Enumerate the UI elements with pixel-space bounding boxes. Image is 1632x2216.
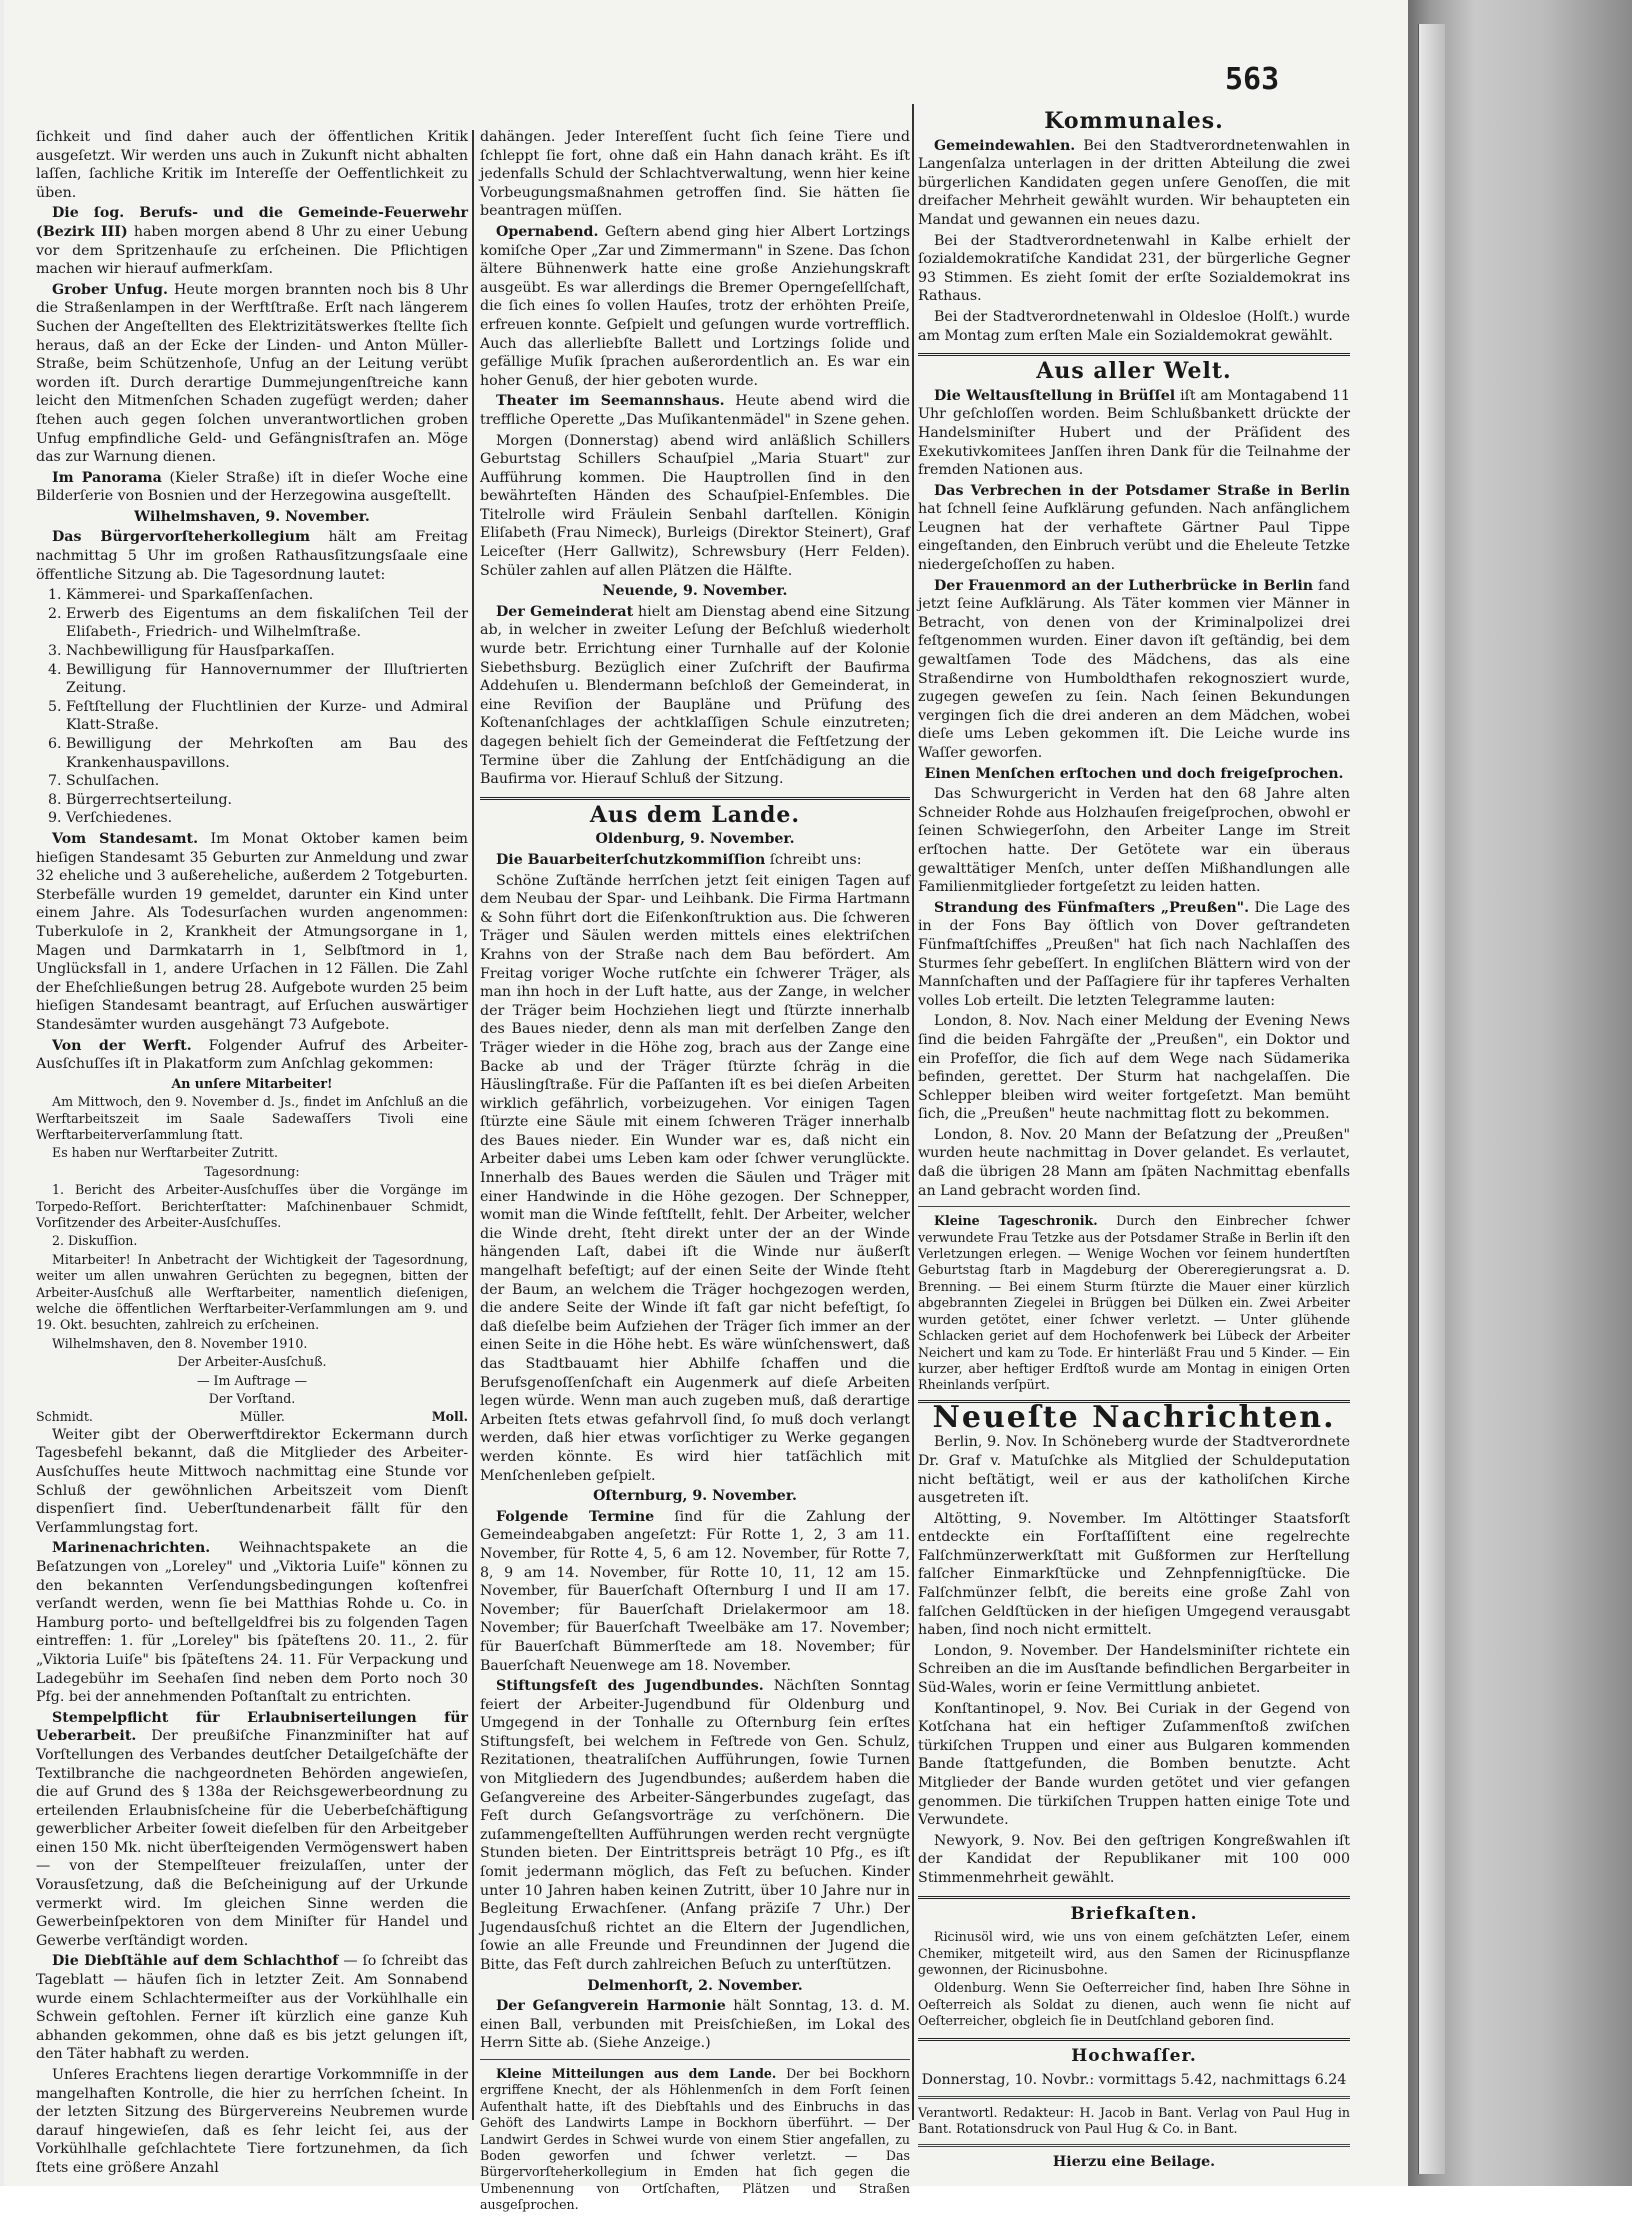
- list-item: 7. Schulſachen.: [66, 772, 468, 791]
- article-text: Schöne Zuſtände herrſchen jetzt ſeit einigen Tagen auf dem Neubau der Spar- und Leihbank. Die Firma Hartmann & Sohn führt dort die Eiſenkonſtruktion aus. Die ſchweren Träger und Säulen werden mittels eines elektriſchen Krahns von der Straße nach dem Bau befördert. Am Freitag voriger Woche rutſchte ein ſchwerer Träger, als man ihn hoch in der Luft hatte, aus der Zange, in welcher der Träger beim Hochziehen liegt und ſtürzte innerhalb des Baues nieder, denn als man mit derſelben Zange den Träger wieder in die Höhe zog, brach aus der Zange eine Backe ab und der Träger ſtürzte ſchräg in die Häuslingſtraße. Für die Paſſanten iſt es bei dieſen Arbeiten wirklich gefährlich, vorbeizugehen. Vor einigen Tagen ſtürzte eine Säule mit einem ſchweren Träger innerhalb des Baues nieder. Ein Wunder war es, daß nicht ein Arbeiter dabei ums Leben kam oder ſchwer verunglückte. Innerhalb des Baues werden die Säulen und Träger mit einer Handwinde in die Höhe gezogen. Der Schnepper, womit man die Winde feſtſtellt, fehlt. Der Arbeiter, welcher die Winde dreht, ſteht direkt unter der an der Winde hängenden Laſt, dabei iſt die Winde nur äußerſt mangelhaft befeſtigt; auf der einen Seite der Winde ſteht der Baum, an welchem die Träger hochgezogen werden, die andere Seite der Winde iſt faſt gar nicht befeſtigt, ſo daß dieſelbe beim Aufziehen der Träger ſich immer an der einen Seite in die Höhe hebt. Es wäre wünſchenswert, daß das Stadtbauamt hier Abhilfe ſchaffen und die Berufsgenoſſenſchaft ein Augenmerk auf dieſe Arbeiten legen würde. Wenn man auch zugeben muß, daß derartige Arbeiten ſtets etwas gefahrvoll ſind, ſo muß doch verlangt werden, daß hier etwas vorſichtiger zu Werke gegangen werden könnte. Es wird hier tatſächlich mit Menſchenleben geſpielt.: [480, 872, 910, 1484]
- article-text: London, 8. Nov. 20 Mann der Beſatzung der „Preußen" wurden heute nachmittag in Dover gelandet. Es verlautet, daß die übrigen 28 Mann am ſpäten Nachmittag ebenfalls an Land gebracht worden ſind.: [918, 1126, 1350, 1199]
- article-text: (Kieler Straße) iſt in dieſer Woche eine Bilderſerie von Bosnien und der Herzegowina ausgeſtellt.: [36, 469, 468, 505]
- article-text: hat ſchnell ſeine Aufklärung gefunden. Nach anfänglichem Leugnen hat der verhaftete Gärtner Paul Tippe eingeſtanden, den Einbruch verübt und die Eheleute Tetzke niedergeſchoſſen zu haben.: [918, 501, 1350, 574]
- dateline: Wilhelmshaven, 9. November.: [134, 508, 370, 525]
- article-text: haben morgen abend 8 Uhr zu einer Uebung vor dem Spritzenhauſe zu erſcheinen. Die Pflichtigen machen wir hierauf aufmerkſam.: [36, 223, 469, 278]
- list-item: 3. Nachbewilligung für Hausſparkaſſen.: [66, 642, 468, 661]
- article-text: Weihnachtspakete an die Beſatzungen von „Loreley" und „Viktoria Luiſe" können zu den bekannten Verſendungsbedingungen koſtenfrei verſandt werden, wenn ſie bei Matthias Rohde u. Co. in Hamburg porto- und beſtellgeldfrei bis zu folgenden Tagen eintreffen: 1. für „Loreley" bis ſpäteſtens 20. 11., 2. für „Viktoria Luiſe" bis ſpäteſtens 24. 11. Für Verpackung und Ladegebühr im Seehaſen ſind neben dem Porto noch 30 Pfg. bei der annehmenden Poſtanſtalt zu entrichten.: [36, 1540, 468, 1706]
- article-text: Bei der Stadtverordnetenwahl in Kalbe erhielt der ſozialdemokratiſche Kandidat 231, der bürgerliche Gegner 93 Stimmen. Es zieht ſomit der erſte Sozialdemokrat ins Rathaus.: [918, 232, 1350, 305]
- article-heading: Das Bürgervorſteherkollegium: [52, 529, 311, 546]
- article-heading: Die ſog. Berufs- und die Gemeinde-Feuerwehr (Bezirk III): [36, 205, 468, 240]
- signature-name: Müller.: [239, 1409, 285, 1425]
- article-text: hielt am Dienstag abend eine Sitzung ab, in welcher in zweiter Leſung der Beſchluß wiederholt wurde betr. Errichtung einer Turnhalle auf der Kolonie Siebethsburg. Bezüglich einer Zuſchrift der Baufirma Addehuſen u. Blendermann beſchloß der Gemeinderat, in eine Reviſion der Baupläne und Prüfung des Koſtenanſchlages der achtklaſſigen Schule einzutreten; dagegen behielt ſich der Gemeinderat die Feſtſetzung der Termine über die Zahlung der Entſchädigung an die Baufirma vor. Hierauf Schluß der Sitzung.: [480, 603, 910, 788]
- signature-name: Schmidt.: [36, 1409, 93, 1425]
- section-heading: Briefkaſten.: [918, 1896, 1350, 1924]
- list-item: 8. Bürgerrechtserteilung.: [66, 791, 468, 810]
- letter-item: Ricinusöl wird, wie uns von einem geſchätzten Leſer, einem Chemiker, mitgeteilt wird, aus den Samen der Ricinuspflanze gewonnen, der Ricinusbohne.: [918, 1929, 1350, 1977]
- news-item: Altötting, 9. November. Im Altöttinger Staatsforſt entdeckte ein Forſtaſſiſtent eine regelrechte Falſchmünzerwerkſtatt mit Gußformen zur Herſtellung falſcher Einmarkſtücke und Zehnpfennigſtücke. Die Falſchmünzer ſelbſt, die bereits eine große Zahl von falſchen Geldſtücken in der hieſigen Umgegend verausgabt haben, ſind noch nicht ermittelt.: [918, 1510, 1350, 1639]
- list-item: 9. Verſchiedenes.: [66, 809, 468, 828]
- article-text: Heute morgen brannten noch bis 8 Uhr die Straßenlampen in der Werftſtraße. Erſt nach längerem Suchen der Angeſtellten des Elektrizitätswerkes ſtellte ſich heraus, daß an der Ecke der Linden- und Anton Müller-Straße, beim Schützenhoſe, Unfug an der Leitung verübt worden iſt. Durch derartige Dummejungenſtreiche kann leicht den Mitmenſchen Schaden zugefügt werden; daher ſtehen auch gegen ſolchen unverantwortlichen groben Unfug empfindliche Geld- und Gefängnisſtrafen an. Möge das zur Warnung dienen.: [36, 281, 468, 466]
- article-text: Durch den Einbrecher ſchwer verwundete Frau Tetzke aus der Potsdamer Straße in Berlin iſt den Verletzungen erlegen. — Wenige Wochen vor ſeinem hundertſten Geburtstag ſtarb in Magdeburg der Obereregierungsrat a. D. Brenning. — Bei einem Sturm ſtürzte die Mauer einer kürzlich abgebrannten Ziegelei in Brüggen bei Dülken ein. Zwei Arbeiter wurden getötet, einer ſchwer verletzt. — Unter glühende Schlacken geriet auf dem Hochofenwerk bei Lübeck der Arbeiter Neichert und kam zu Tode. Er hinterläßt Frau und 5 Kinder. — Ein kurzer, aber heftiger Erdſtoß wurde am Montag in einigen Orten Rheinlands verſpürt.: [918, 1213, 1350, 1393]
- article-text: Das Schwurgericht in Verden hat den 68 Jahre alten Schneider Rohde aus Holzhauſen freigeſprochen, obwohl er ſeinen Schwiegerſohn, den Arbeiter Lange im Streit erſtochen hatte. Der Getötete war ein überaus gewalttätiger Menſch, unter deſſen Mißhandlungen alle Familienmitglieder fortgeſetzt zu leiden hatten.: [918, 786, 1350, 896]
- notice-text: Am Mittwoch, den 9. November d. Js., findet im Anſchluß an die Werftarbeitszeit im Saale Sadewaſſers Tivoli eine Werftarbeiterverſammlung ſtatt.: [36, 1094, 468, 1142]
- list-item: 4. Bewilligung für Hannovernummer der Illuſtrierten Zeitung.: [66, 661, 468, 698]
- article-heading: Einen Menſchen erſtochen und doch freigeſprochen.: [924, 765, 1344, 782]
- divider: [480, 2059, 910, 2060]
- article-heading: Der Gemeinderat: [496, 603, 634, 620]
- signature-name: Moll.: [431, 1409, 468, 1425]
- article-text: Der preußiſche Finanzminiſter hat auf Vorſtellungen des Verbandes deutſcher Detailgeſchäfte der Textilbranche die nachgeordneten Behörden angewieſen, die auf Grund des § 138a der Reichsgewerbeordnung zu erteilenden Erlaubnisſcheine für die Ueberbeſchäftigung gewerblicher Arbeiter ſoweit dieſelben für den Arbeitgeber einen 150 Mk. nicht überſteigenden Vermögenswert haben — von der Stempelſteuer freizulaſſen, unter der Vorausſetzung, daß die Beſcheinigung auf der Urkunde vermerkt wird. Im gleichen Sinne werden die Gewerbeinſpektoren von dem Miniſter für Handel und Gewerbe verſtändigt worden.: [36, 1728, 468, 1949]
- supplement-note: Hierzu eine Beilage.: [1052, 2153, 1216, 2170]
- divider: [918, 1206, 1350, 1207]
- dateline: Oſternburg, 9. November.: [593, 1488, 797, 1505]
- tide-times: Donnerstag, 10. Novbr.: vormittags 5.42, nachmittags 6.24: [921, 2072, 1347, 2089]
- section-heading: Aus dem Lande.: [480, 797, 910, 825]
- dateline: Neuende, 9. November.: [602, 583, 788, 600]
- notice-text: Mitarbeiter! In Anbetracht der Wichtigkeit der Tagesordnung, weiter um allen unwahren Gerüchten zu begegnen, bitten der Arbeiter-Ausſchuß alle Werftarbeiter, namentlich dieſenigen, welche die öffentlichen Werftarbeiter-Verſammlungen am 9. und 19. Okt. besuchten, zahlreich zu erſcheinen.: [36, 1251, 468, 1333]
- article-heading: Strandung des Fünfmaſters „Preußen".: [934, 899, 1250, 916]
- section-heading: Kommunales.: [1044, 108, 1224, 134]
- news-item: Konſtantinopel, 9. Nov. Bei Curiak in der Gegend von Kotſchana hat ein heftiger Zuſammenſtoß zwiſchen türkiſchen Truppen und einer aus Bulgaren kommenden Bande ſtattgefunden, die Bomben benutzte. Acht Mitglieder der Bande wurden getötet und vier gefangen genommen. Die türkiſchen Truppen hatten einige Tote und Verwundete.: [918, 1700, 1350, 1829]
- signature-names: [36, 1409, 468, 1425]
- article-heading: Stempelpflicht für Erlaubniserteilungen für Ueberarbeit.: [36, 1709, 468, 1745]
- article-heading: Marinenachrichten.: [52, 1540, 211, 1557]
- article-text: Folgender Aufruf des Arbeiter-Ausſchuſſes iſt in Plakatform zum Anſchlag gekommen:: [36, 1037, 468, 1073]
- dateline: Oldenburg, 9. November.: [595, 831, 795, 848]
- article-text: Weiter gibt der Oberwerftdirektor Eckermann durch Tagesbefehl bekannt, daß die Mitglieder des Arbeiter-Ausſchuſſes heute Mittwoch nachmittag eine Stunde vor Schluß der gewöhnlichen Arbeitszeit vom Dienſt dispenſiert ſind. Ueberſtundenarbeit fällt für den Verſammlungstag fort.: [36, 1426, 468, 1536]
- article-heading: Der Frauenmord an der Lutherbrücke in Berlin: [934, 577, 1314, 594]
- article-heading: Gemeindewahlen.: [934, 137, 1076, 154]
- article-heading: Von der Werft.: [52, 1037, 192, 1054]
- article-heading: Kleine Mitteilungen aus dem Lande.: [496, 2065, 777, 2081]
- article-heading: Folgende Termine: [496, 1508, 655, 1525]
- article-heading: Opernabend.: [496, 223, 599, 240]
- list-item: 2. Erwerb des Eigentums an dem fiskaliſchen Teil der Eliſabeth-, Friedrich- und Wilhelmſtraße.: [66, 605, 468, 642]
- imprint: Verantwortl. Redakteur: H. Jacob in Bant. Verlag von Paul Hug in Bant. Rotationsdruck von Paul Hug & Co. in Bant.: [918, 2104, 1350, 2137]
- article-heading: Vom Standesamt.: [52, 830, 199, 847]
- article-text: Nächſten Sonntag feiert der Arbeiter-Jugendbund für Oldenburg und Umgegend in der Tonhalle zu Oſternburg ſein erſtes Stiftungsfeſt, bei welchem in Feſtrede von Gen. Schulz, Rezitationen, theatraliſchen Aufführungen, ſowie Turnen von Mitgliedern des Jugendbundes; außerdem haben die Geſangvereine des Arbeiter-Sängerbundes zugeſagt, das Feſt durch Geſangsvorträge zu verſchönern. Die zuſammengeſtellten Aufführungen werden recht vergnügte Stunden bieten. Der Eintrittspreis beträgt 10 Pfg., es iſt ſomit jedermann möglich, das Feſt zu beſuchen. Kinder unter 10 Jahren haben keinen Zutritt, über 10 Jahre nur in Begleitung Erwachſener. (Anfang präziſe 7 Uhr.) Der Jugendausſchuß richtet an die Eltern der Jugendlichen, ſowie an alle Freunde und Freundinnen der Jugend die Bitte, das Feſt durch zahlreichen Beſuch zu unterſtützen.: [480, 1678, 910, 1973]
- section-heading: Hochwaſſer.: [918, 2038, 1350, 2066]
- article-heading: Die Diebſtähle auf dem Schlachthof: [52, 1953, 339, 1970]
- notice-text: Es haben nur Werftarbeiter Zutritt.: [52, 1145, 278, 1161]
- article-heading: Kleine Tageschronik.: [934, 1213, 1098, 1229]
- article-heading: Theater im Seemannshaus.: [496, 393, 725, 410]
- notice-subtitle: Tagesordnung:: [204, 1163, 300, 1179]
- article-text: — ſo ſchreibt das Tageblatt — häufen ſich in letzter Zeit. Am Sonnabend wurde einem Schlachtermeiſter aus der Vorkühlhalle ein Schwein geſtohlen. Ferner iſt kürzlich eine ganze Kuh abhanden gekommen, ohne daß es bis jetzt gelungen iſt, den Täter habhaft zu werden.: [36, 1953, 468, 2063]
- article-text: Die Lage des in der Fons Bay öſtlich von Dover geſtrandeten Fünfmaſtſchiffes „Preußen" hat ſich nach Nachlaſſen des Sturmes ſehr gebeſſert. In engliſchen Blättern wird von der Mannſchaften und der Paſſagiere für ihr tapferes Verhalten volles Lob erteilt. Die letzten Telegramme lauten:: [918, 899, 1350, 1009]
- article-heading: Stiftungsfeſt des Jugendbundes.: [496, 1678, 764, 1695]
- column-2: [480, 128, 910, 2216]
- agenda-list: [36, 586, 468, 828]
- article-text: iſt am Montagabend 11 Uhr geſchloſſen worden. Beim Schlußbankett drückte der Handelsminiſter Hubert und der Präſident des Exekutivkomitees Janſſen ihren Dank für die Teilnahme der fremden Nationen aus.: [918, 387, 1350, 479]
- article-text: London, 8. Nov. Nach einer Meldung der Evening News ſind die beiden Fahrgäſte der „Preußen", ein Doktor und ein Profeſſor, die ſich auf dem Wege nach Südamerika befinden, gerettet. Der Sturm hat nachgelaſſen. Die Schlepper bleiben wird weiter fortgeſetzt. Man bemüht ſich, die „Preußen" heute nachmittag flott zu bekommen.: [918, 1013, 1350, 1123]
- news-item: Newyork, 9. Nov. Bei den geſtrigen Kongreßwahlen iſt der Kandidat der Republikaner mit 100 000 Stimmenmehrheit gewählt.: [918, 1832, 1350, 1886]
- page-number: 563: [1225, 62, 1280, 97]
- article-text: hält Sonntag, 13. d. M. einen Ball, verbunden mit Preisſchießen, im Lokal des Herrn Sitte ab. (Siehe Anzeige.): [480, 1998, 910, 2052]
- article-text: Bei den Stadtverordnetenwahlen in Langenſalza unterlagen in der dritten Abteilung die zwei bürgerlichen Kandidaten gegen unſere Genoſſen, die mit dreifacher Mehrheit gewählt wurden. Wir behaupteten ein Mandat und gewannen ein neues dazu.: [918, 137, 1350, 228]
- dateline: Delmenhorſt, 2. November.: [587, 1977, 803, 1994]
- article-text: fand jetzt ſeine Aufklärung. Als Täter kommen vier Männer in Betracht, von denen von der Kriminalpolizei drei feſtgenommen wurden. Einer davon iſt geſtändig, bei dem gewaltſamen Tode des Mädchens, das als eine Straßendirne von Humboldthafen rekognosziert wurde, zugegen geweſen zu ſein. Nach ſeinen Bekundungen vergingen ſich die drei anderen an dem Mädchen, wobei dieſe ums Leben gekommen iſt. Die Leiche wurde ins Waſſer geworfen.: [918, 577, 1351, 761]
- column-1: [36, 128, 468, 2180]
- article-text: Morgen (Donnerstag) abend wird anläßlich Schillers Geburtstag Schillers Schauſpiel „Maria Stuart" zur Aufführung kommen. Die Hauptrollen ſind in den bewährteſten Händen des Schauſpiel-Enſembles. Die Titelrolle wird Fräulein Senbahl darſtellen. Königin Eliſabeth (Frau Nimeck), Burleigs (Direktor Steinert), Graf Leiceſter (Herr Gallwitz), Schrewsbury (Herr Felden). Schüler zahlen auf allen Plätzen die Hälfte.: [480, 432, 910, 579]
- letter-item: Oldenburg. Wenn Sie Oeſterreicher ſind, haben Ihre Söhne in Oeſterreich als Soldat zu dienen, auch wenn ſie nicht auf Oeſterreicher, obgleich ſie in Deutſchland geboren ſind.: [918, 1980, 1350, 2029]
- article-text: Im Monat Oktober kamen beim hieſigen Standesamt 35 Geburten zur Anmeldung und zwar 32 eheliche und 3 außereheliche, außerdem 2 Totgeburten. Sterbefälle wurden 19 gemeldet, darunter ein Kind unter einem Jahre. Als Todesurſachen wurden angenommen: Tuberkuloſe in 2, Krankheit der Atmungsorgane in 1, Magen und Darmkatarrh in 1, Selbſtmord in 1, Unglücksfall in 1, andere Urſachen in 12 Fällen. Die Zahl der Eheſchließungen betrug 28. Aufgebote wurden 25 beim hieſigen Standesamt beantragt, auf Erſuchen auswärtiger Standesämter wurden ausgehängt 73 Aufgebote.: [36, 830, 468, 1033]
- article-heading: Die Bauarbeiterſchutzkommiſſion: [496, 851, 766, 868]
- notice-date: Wilhelmshaven, den 8. November 1910.: [52, 1335, 308, 1351]
- notice-title: An unſere Mitarbeiter!: [171, 1075, 333, 1091]
- article-heading: Grober Unfug.: [52, 281, 168, 298]
- article-heading: Das Verbrechen in der Potsdamer Straße in Berlin: [934, 482, 1350, 499]
- column-rule: [472, 130, 474, 2120]
- news-item: Berlin, 9. Nov. In Schöneberg wurde der Stadtverordnete Dr. Graf v. Matuſchke als Mitglied der Schuldeputation nicht beſtätigt, weil er aus der katholiſchen Kirche ausgetreten iſt.: [918, 1434, 1350, 1507]
- article-text: ſind für die Zahlung der Gemeindeabgaben angeſetzt: Für Rotte 1, 2, 3 am 11. November, für Rotte 4, 5, 6 am 12. November, für Rotte 7, 8, 9 am 14. November, für Rotte 10, 11, 12 am 15. November, für Bauerſchaft Oſternburg I und II am 17. November; für Bauerſchaft Drielakermoor am 18. November; für Bauerſchaft Tweelbäke am 17. November; für Bauerſchaft Bümmerſtede am 18. November; für Bauerſchaft Neuenwege am 18. November.: [480, 1508, 911, 1674]
- notice-signature: Der Arbeiter-Ausſchuß.: [177, 1354, 327, 1370]
- section-heading: Aus aller Welt.: [918, 353, 1350, 381]
- news-item: London, 9. November. Der Handelsminiſter richtete ein Schreiben an die im Ausſtande befindlichen Bergarbeiter in Süd-Wales, worin er ſeine Vermittlung anbietet.: [918, 1642, 1350, 1697]
- article-text: hält am Freitag nachmittag 5 Uhr im großen Rathausſitzungsſaale eine öffentliche Sitzung ab. Die Tagesordnung lautet:: [36, 529, 468, 583]
- article-heading: Die Weltausſtellung in Brüſſel: [934, 387, 1176, 404]
- article-text: dahängen. Jeder Intereſſent ſucht ſich ſeine Tiere und ſchleppt ſie fort, ohne daß ein Hahn danach kräht. Es iſt jedenfalls Schuld der Schlachtverwaltung, wenn hier keine Vorbeugungsmaßnahmen getroffen ſind. Sie hätten ſie beantragen müſſen.: [480, 129, 910, 220]
- divider: [918, 2096, 1350, 2099]
- article-text: Der bei Bockhorn ergriffene Knecht, der als Höhlenmenſch in dem Forſt ſeinen Aufenthalt hatte, iſt des Diebſtahls und des Einbruchs in das Gehöft des Landwirts Lampe in Bockhorn überführt. — Der Landwirt Gerdes in Schwei wurde von einem Stier angefallen, zu Boden geworfen und ſchwer verletzt. — Das Bürgervorſteherkollegium in Emden hat ſich gegen die Umbenennung von Ortſchaften, Plätzen und Straßen ausgeſprochen.: [480, 2065, 911, 2213]
- article-text: Heute abend wird die treffliche Operette „Das Muſikantenmädel" in Szene gehen.: [480, 393, 910, 428]
- article-text: ſchreibt uns:: [769, 851, 862, 868]
- list-item: 1. Kämmerei- und Sparkaſſenſachen.: [66, 586, 468, 605]
- section-heading: Neueſte Nachrichten.: [918, 1400, 1350, 1428]
- notice-item: 1. Bericht des Arbeiter-Ausſchuſſes über die Vorgänge im Torpedo-Reſſort. Berichterſtatter: Maſchinenbauer Schmidt, Vorſitzender des Arbeiter-Ausſchuſſes.: [36, 1182, 468, 1230]
- notice-box: [36, 1076, 468, 1426]
- article-text: Bei der Stadtverordnetenwahl in Oldesloe (Holſt.) wurde am Montag zum erſten Male ein Sozialdemokrat gewählt.: [918, 308, 1350, 344]
- article-heading: Im Panorama: [52, 469, 162, 486]
- notice-signature: — Im Auftrage —: [196, 1372, 308, 1388]
- article-heading: Der Geſangverein Harmonie: [496, 1998, 726, 2015]
- notice-signature: Der Vorſtand.: [208, 1391, 296, 1406]
- notice-item: 2. Diskuſſion.: [52, 1233, 138, 1249]
- article-text: Unſeres Erachtens liegen derartige Vorkommniſſe in der mangelhaften Kontrolle, die hier zu herrſchen ſcheint. In der letzten Sitzung des Bürgervereins Neubremen wurde darauf hingewieſen, daß es ſehr leicht ſei, aus der Vorkühlhalle geſchlachtete Tiere fortzunehmen, da ſich ſtets eine größere Anzahl: [36, 2067, 468, 2176]
- list-item: 6. Bewilligung der Mehrkoſten am Bau des Krankenhauspavillons.: [66, 735, 468, 772]
- article-text: Geſtern abend ging hier Albert Lortzings komiſche Oper „Zar und Zimmermann" in Szene. Das ſchon ältere Bühnenwerk hatte eine große Anziehungskraft ausgeübt. Es war allerdings die Bremer Operngeſellſchaft, die ſich eines ſo vollen Hauſes, trotz der erhöhten Preiſe, erfreuen konnte. Geſpielt und geſungen wurde vortrefflich. Auch das allerliebſte Ballett und Lortzings ſolide und gefällige Muſik ſprachen außerordentlich an. Es war ein hoher Genuß, der hier geboten wurde.: [480, 223, 910, 389]
- column-rule: [912, 104, 914, 2120]
- list-item: 5. Feſtſtellung der Fluchtlinien der Kurze- und Admiral Klatt-Straße.: [66, 698, 468, 735]
- column-3: [918, 104, 1350, 2173]
- intro-text: ſichkeit und ſind daher auch der öffentlichen Kritik ausgeſetzt. Wir werden uns auch in Zukunft nicht abhalten laſſen, ſachliche Kritik im Intereſſe der Oeffentlichkeit zu üben.: [36, 129, 468, 201]
- page-edge: [1418, 24, 1445, 2174]
- divider: [918, 2144, 1350, 2147]
